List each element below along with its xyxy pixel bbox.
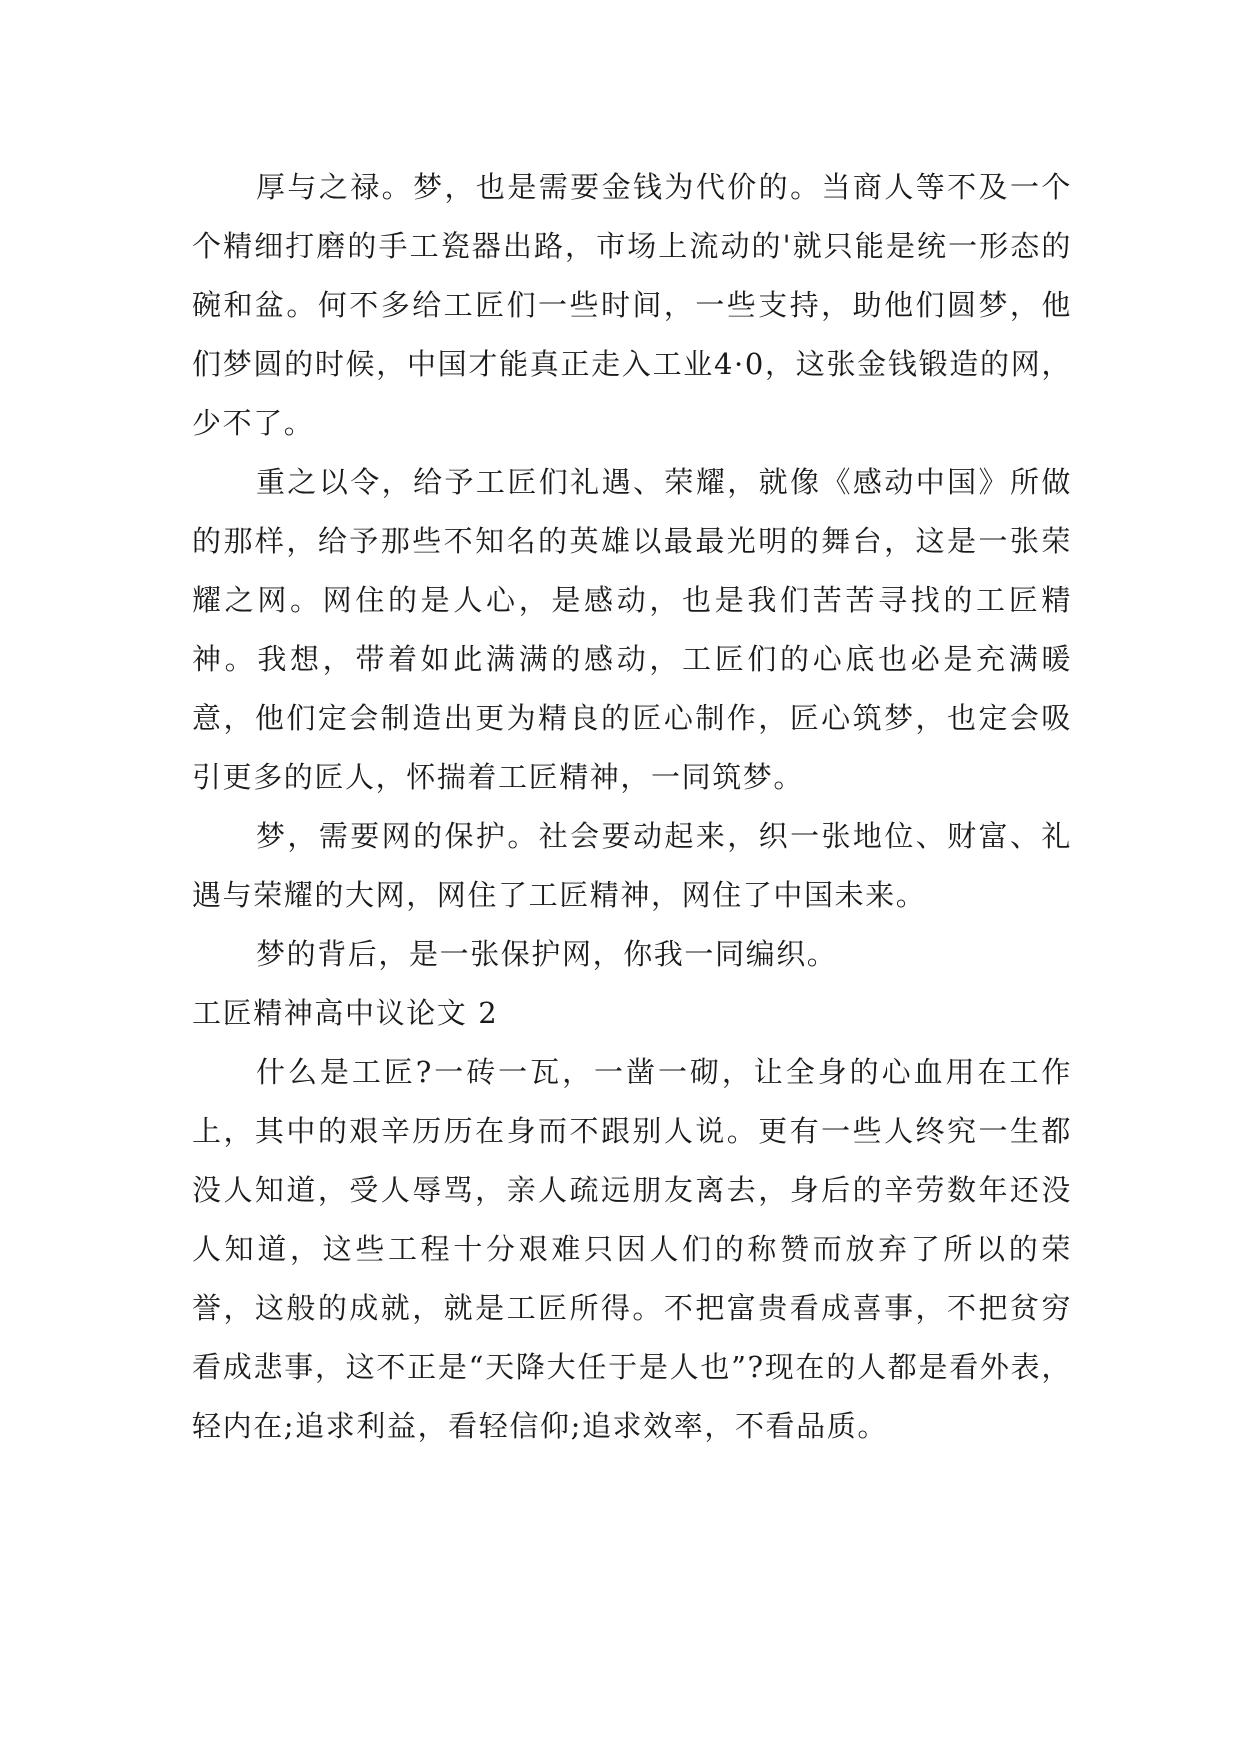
paragraph-what-is-craftsman: 什么是工匠?一砖一瓦，一凿一砌，让全身的心血用在工作上，其中的艰辛历历在身而不跟别人说。更有一些人终究一生都没人知道，受人辱骂，亲人疏远朋友离去，身后的辛劳数年还没人知道，这些工程十分艰难只因人们的称赞而放弃了所以的荣誉，这般的成就，就是工匠所得。不把富贵看成喜事，不把贫穷看成悲事，这不正是“天降大任于是人也”?现在的人都是看外表，轻内在;追求利益，看轻信仰;追求效率，不看品质。	[192, 1055, 1072, 1443]
paragraph-dream-money: 厚与之禄。梦，也是需要金钱为代价的。当商人等不及一个个精细打磨的手工瓷器出路，市场上流动的'就只能是统一形态的碗和盆。何不多给工匠们一些时间，一些支持，助他们圆梦，他们梦圆的时候，中国才能真正走入工业4·0，这张金钱锻造的网，少不了。	[192, 170, 1072, 440]
section-heading: 工匠精神高中议论文 2	[192, 996, 499, 1030]
paragraph-society-net: 梦，需要网的保护。社会要动起来，织一张地位、财富、礼遇与荣耀的大网，网住了工匠精神，网住了中国未来。	[192, 819, 1072, 912]
document-body	[192, 158, 1072, 1456]
paragraph-honor-net: 重之以令，给予工匠们礼遇、荣耀，就像《感动中国》所做的那样，给予那些不知名的英雄以最最光明的舞台，这是一张荣耀之网。网住的是人心，是感动，也是我们苦苦寻找的工匠精神。我想，带着如此满满的感动，工匠们的心底也必是充满暖意，他们定会制造出更为精良的匠心制作，匠心筑梦，也定会吸引更多的匠人，怀揣着工匠精神，一同筑梦。	[192, 465, 1072, 794]
paragraph-protection-net: 梦的背后，是一张保护网，你我一同编织。	[256, 937, 838, 971]
